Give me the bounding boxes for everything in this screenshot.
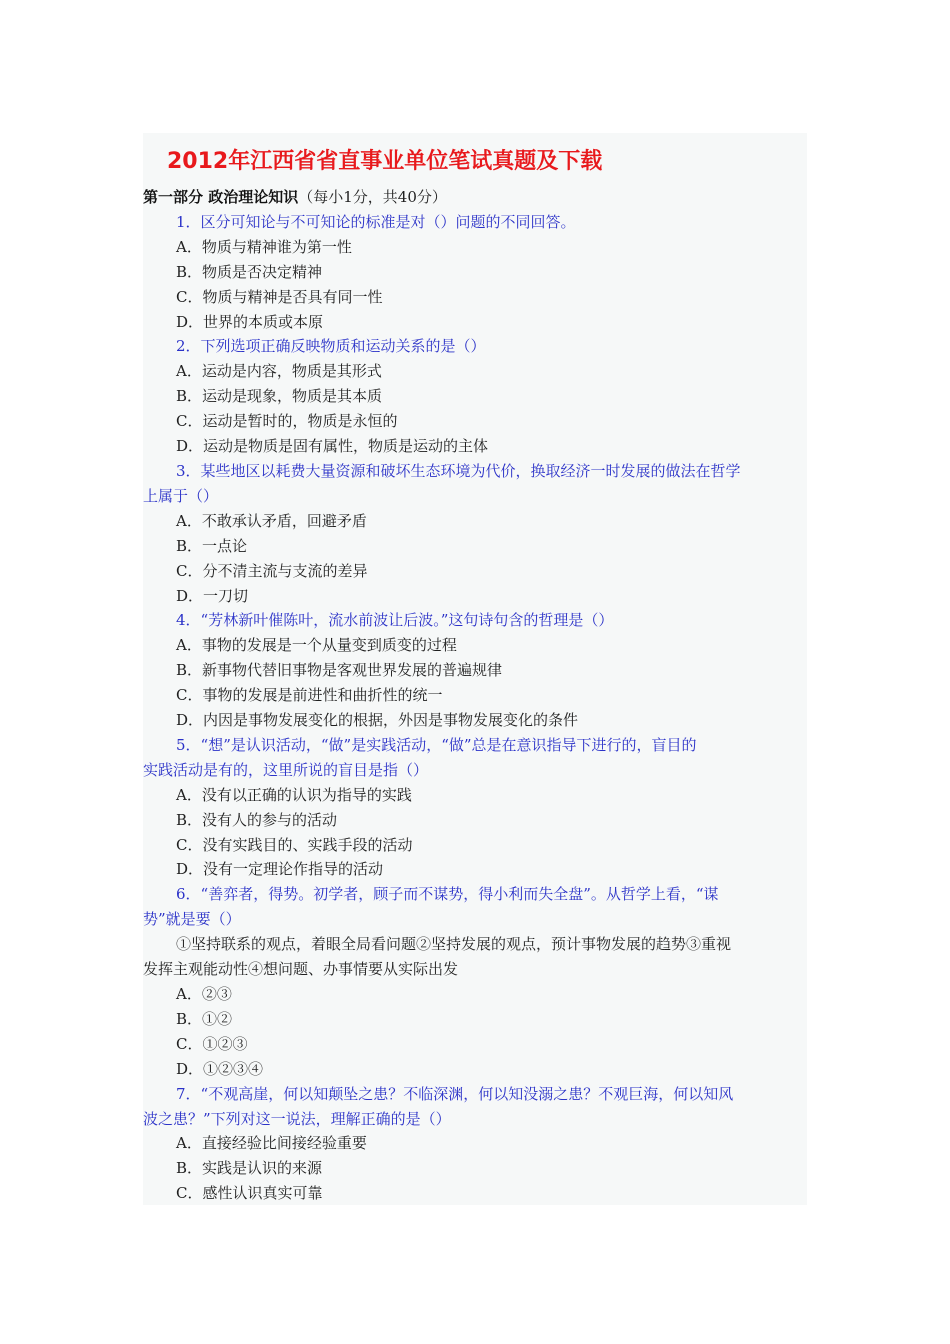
option-text: B．一点论	[176, 536, 248, 555]
option-text: C．事物的发展是前进性和曲折性的统一	[176, 686, 443, 705]
question-text: 4．“芳林新叶催陈叶，流水前波让后波。”这句诗句含的哲理是（）	[176, 611, 614, 630]
section-heading-line	[143, 185, 807, 210]
question-text: 实践活动是有的，这里所说的盲目是指（）	[143, 760, 429, 779]
option-text: B．没有人的参与的活动	[176, 810, 338, 829]
question-text: 波之患？”下列对这一说法，理解正确的是（）	[143, 1109, 451, 1128]
document-content	[143, 133, 807, 1205]
option-text: C．运动是暂时的，物质是永恒的	[176, 412, 398, 431]
option-text: A．没有以正确的认识为指导的实践	[176, 785, 412, 804]
option-text: C．①②③	[176, 1034, 248, 1053]
section-heading: 第一部分 政治理论知识	[143, 188, 299, 206]
option-text: ①坚持联系的观点，着眼全局看问题②坚持发展的观点，预计事物发展的趋势③重视	[176, 935, 732, 954]
option-text: D．内因是事物发展变化的根据，外因是事物发展变化的条件	[176, 711, 579, 730]
option-text: A．事物的发展是一个从量变到质变的过程	[176, 636, 457, 655]
option-text: B．运动是现象，物质是其本质	[176, 387, 383, 406]
option-text: C．没有实践目的、实践手段的活动	[176, 835, 413, 854]
question-text: 上属于（）	[143, 486, 219, 505]
option-text: C．分不清主流与支流的差异	[176, 561, 368, 580]
question-text: 2．下列选项正确反映物质和运动关系的是（）	[176, 337, 486, 356]
question-text: 1．区分可知论与不可知论的标准是对（）问题的不同回答。	[176, 212, 576, 231]
option-text: A．物质与精神谁为第一性	[176, 237, 352, 256]
option-text: D．运动是物质是固有属性，物质是运动的主体	[176, 437, 489, 456]
document-body	[143, 185, 807, 1206]
question-text: 5．“想”是认识活动，“做”是实践活动，“做”总是在意识指导下进行的，盲目的	[176, 735, 697, 754]
question-text: 6．“善弈者，得势。初学者，顾子而不谋势，得小利而失全盘”。从哲学上看，“谋	[176, 885, 719, 904]
option-text: A．直接经验比间接经验重要	[176, 1134, 367, 1153]
option-text: D．一刀切	[176, 586, 249, 605]
option-text: A．不敢承认矛盾，回避矛盾	[176, 511, 367, 530]
option-text: B．实践是认识的来源	[176, 1159, 323, 1178]
option-text: D．没有一定理论作指导的活动	[176, 860, 384, 879]
section-note: （每小1分，共40分）	[298, 188, 447, 206]
document-title: 2012年江西省省直事业单位笔试真题及下载	[167, 149, 603, 174]
option-text: C．物质与精神是否具有同一性	[176, 287, 383, 306]
option-text: 发挥主观能动性④想问题、办事情要从实际出发	[143, 960, 459, 979]
option-text: A．②③	[176, 985, 232, 1003]
option-text: D．①②③④	[176, 1059, 264, 1078]
option-text: B．①②	[176, 1009, 233, 1028]
question-text: 3．某些地区以耗费大量资源和破坏生态环境为代价，换取经济一时发展的做法在哲学	[176, 461, 741, 480]
option-text: B．物质是否决定精神	[176, 262, 323, 281]
option-text: C．感性认识真实可靠	[176, 1184, 323, 1203]
question-text: 势”就是要（）	[143, 910, 241, 929]
option-text: B．新事物代替旧事物是客观世界发展的普遍规律	[176, 661, 503, 680]
option-text: A．运动是内容，物质是其形式	[176, 362, 382, 381]
question-text: 7．“不观高崖，何以知颠坠之患？不临深渊，何以知没溺之患？不观巨海，何以知风	[176, 1084, 734, 1103]
option-text: D．世界的本质或本原	[176, 312, 324, 331]
